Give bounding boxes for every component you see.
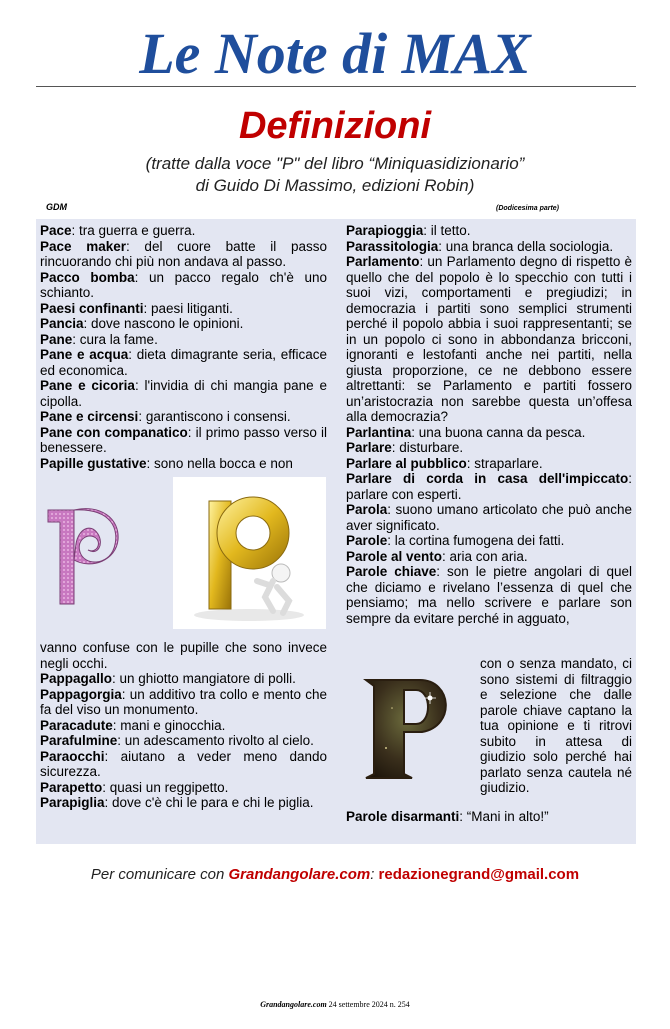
masthead: Le Note di MAX xyxy=(139,21,531,86)
entry: Paesi confinanti: paesi litiganti. xyxy=(40,300,233,316)
entry: Parole: la cortina fumogena dei fatti. xyxy=(346,533,565,548)
page-title: Definizioni xyxy=(238,105,432,147)
entry: Parlare: disturbare. xyxy=(346,440,464,455)
entry: Parlamento: un Parlamento degno di rispetto è quello che del popolo è lo specchio con tutti i suoi vizi, comportamenti e pregiudizi; in democrazia i partiti sono semplici strumenti perché il popolo abbia i suoi rappresentanti; se in un popolo ci sono in abbondanza bricconi, ignoranti e lestofanti anche nei partiti, nella giusta proporzione, ce ne debbono essere altrettanti: se Parlamento e partiti fossero un’aristocrazia non sarebbe questa un’offesa alla democrazia? xyxy=(346,254,632,424)
site-link[interactable]: Grandangolare.com xyxy=(228,866,371,883)
entry: Pace maker: del cuore batte il passo rincuorando chi più non andava al passo. xyxy=(40,238,327,269)
email-link[interactable]: redazionegrand@gmail.com xyxy=(378,866,580,883)
page-footer xyxy=(0,1000,670,1009)
entry: Pane e acqua: dieta dimagrante seria, efficace ed economica. xyxy=(40,347,327,378)
entry: Paracadute: mani e ginocchia. xyxy=(40,717,226,733)
subtitle xyxy=(0,153,670,197)
entry: Pancia: dove nascono le opinioni. xyxy=(40,316,244,331)
entry: Pane: cura la fame. xyxy=(40,331,158,347)
contact-separator: : xyxy=(370,866,379,883)
pink-letter-p-image xyxy=(42,500,122,610)
entry-continuation: vanno confuse con le pupille che sono invece negli occhi. xyxy=(40,640,327,671)
footer-date: 24 settembre 2024 n. 254 xyxy=(326,1000,410,1009)
entry: Parlare di corda in casa dell'impiccato: parlare con esperti. xyxy=(346,471,632,502)
contact-line xyxy=(0,866,670,883)
right-column-top xyxy=(346,223,632,626)
entry: Pace: tra guerra e guerra. xyxy=(40,223,196,238)
entry: Pane con companatico: il primo passo verso il benessere. xyxy=(40,424,327,455)
subtitle-line-2: di Guido Di Massimo, edizioni Robin) xyxy=(195,176,475,195)
entry: Pappagorgia: un additivo tra collo e mento che fa del viso un monumento. xyxy=(40,686,327,717)
entry: Papille gustative: sono nella bocca e non xyxy=(40,455,293,471)
entry: Parapetto: quasi un reggipetto. xyxy=(40,779,229,795)
contact-prefix: Per comunicare con xyxy=(90,866,229,883)
gold-letter-p-with-figure-image xyxy=(173,477,326,629)
entry: Pane e cicoria: l'invidia di chi mangia pane e cipolla. xyxy=(40,378,327,409)
entry: Pacco bomba: un pacco regalo ch'è uno schianto. xyxy=(40,269,327,300)
author-tag: GDM xyxy=(46,202,67,212)
footer-site: Grandangolare.com xyxy=(260,1000,327,1009)
entry: Paraocchi: aiutano a veder meno dando sicurezza. xyxy=(40,748,327,779)
entry: Parassitologia: una branca della sociologia. xyxy=(346,238,614,254)
entry: Parole disarmanti: “Mani in alto!” xyxy=(346,809,549,824)
entry: Parole al vento: aria con aria. xyxy=(346,548,528,564)
dark-letter-p-image xyxy=(352,668,466,786)
entry: Pane e circensi: garantiscono i consensi. xyxy=(40,409,291,424)
subtitle-line-1: (tratte dalla voce "P" del libro “Miniquasidizionario” xyxy=(145,154,525,173)
entry: Parlantina: una buona canna da pesca. xyxy=(346,424,586,440)
left-column-top xyxy=(40,223,327,471)
entry: Parapioggia: il tetto. xyxy=(346,223,471,238)
entry: Parafulmine: un adescamento rivolto al cielo. xyxy=(40,733,314,748)
entry: Parapiglia: dove c'è chi le para e chi le piglia. xyxy=(40,795,314,810)
right-column-last xyxy=(346,809,632,825)
entry: Parola: suono umano articolato che può anche aver significato. xyxy=(346,502,632,533)
left-column-bottom xyxy=(40,640,327,811)
entry: Parlare al pubblico: straparlare. xyxy=(346,455,543,471)
entry: Parole chiave: son le pietre angolari di quel che diciamo e rivelano l’essenza di quel che pensiamo; ma nello scrivere e parlare son sempre da evitare perché in agguato, xyxy=(346,564,632,626)
entry: Pappagallo: un ghiotto mangiatore di polli. xyxy=(40,671,296,686)
part-tag: (Dodicesima parte) xyxy=(496,205,560,212)
right-column-wrapped: con o senza mandato, ci sono sistemi di filtraggio e selezione che dalle parole chiave captano la tua opinione e ti ritrovi subito in attesa di giudizio solo perché hai parlato senza cautela né giudizio. xyxy=(480,656,632,795)
header-rule xyxy=(36,86,636,87)
